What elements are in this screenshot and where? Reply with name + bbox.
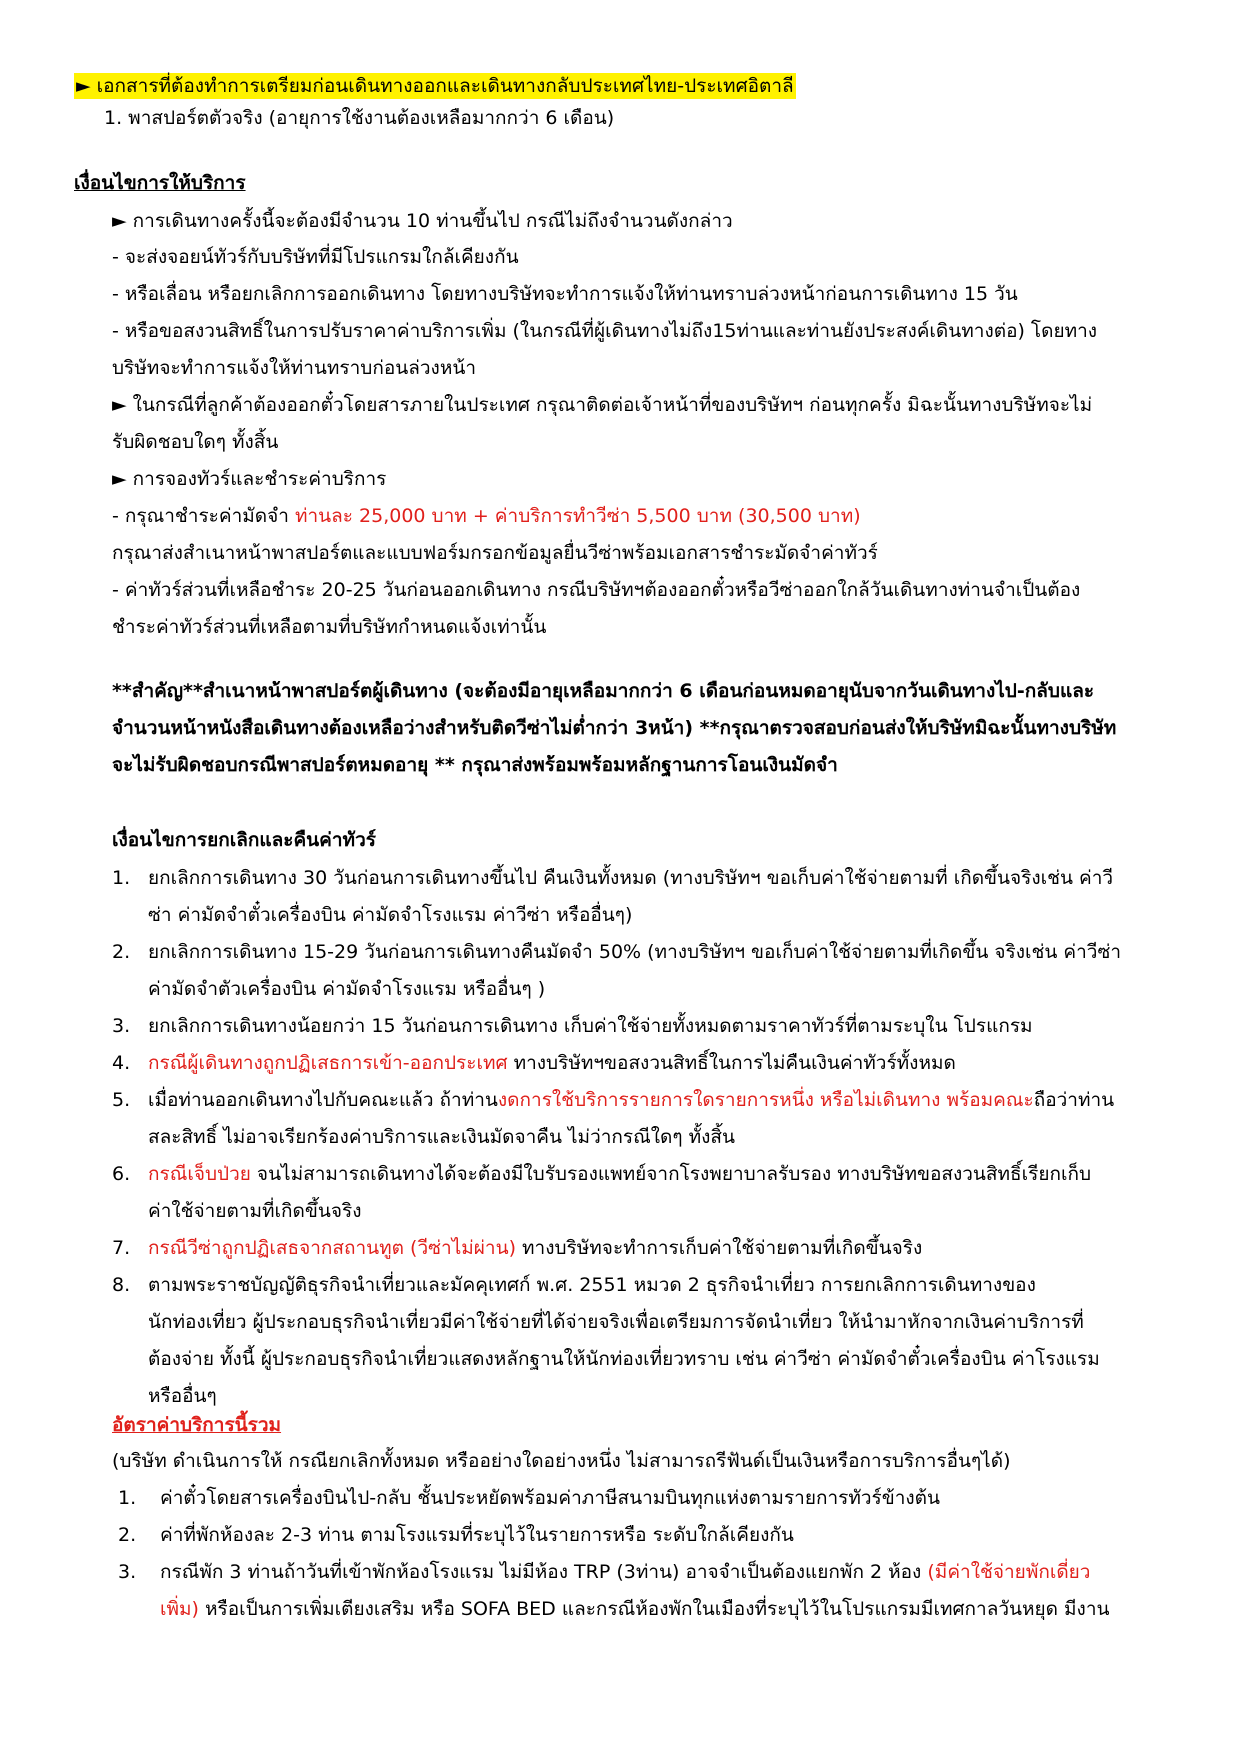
highlighted-text: (มีค่าใช้จ่ายพักเดี่ยว	[927, 1561, 1091, 1583]
highlighted-text: เพิ่ม)	[160, 1598, 199, 1620]
service-line: - ค่าทัวร์ส่วนที่เหลือชำระ 20-25 วันก่อนออกเดินทาง กรณีบริษัทฯต้องออกตั๋วหรือวีซ่าออกใกล้วันเดินทางท่านจำเป็นต้อง	[112, 579, 1081, 601]
list-number: 3.	[112, 1015, 131, 1037]
service-heading: เงื่อนไขการให้บริการ	[74, 172, 246, 194]
list-item-line	[148, 1123, 735, 1151]
item-text: ทางบริษัทฯขอสงวนสิทธิ์ในการไม่คืนเงินค่าทัวร์ทั้งหมด	[507, 1052, 956, 1074]
item-text: ยกเลิกการเดินทาง 15-29 วันก่อนการเดินทางคืนมัดจำ 50% (ทางบริษัทฯ ขอเก็บค่าใช้จ่ายตามที่เกิดขึ้น จริงเช่น ค่าวีซ่า	[148, 941, 1122, 963]
list-item-line	[148, 1160, 1091, 1188]
service-line: - หรือเลื่อน หรือยกเลิกการออกเดินทาง โดยทางบริษัทจะทำการแจ้งให้ท่านทราบล่วงหน้าก่อนการเดินทาง 15 วัน	[112, 283, 1018, 305]
list-item-line	[148, 1197, 361, 1225]
list-number: 3.	[118, 1561, 137, 1583]
included-heading: อัตราค่าบริการนี้รวม	[112, 1414, 282, 1436]
list-item-line	[160, 1521, 794, 1549]
docs-item-1: 1. พาสปอร์ตตัวจริง (อายุการใช้งานต้องเหลือมากกว่า 6 เดือน)	[104, 107, 615, 129]
item-text: หรือเป็นการเพิ่มเตียงเสริม หรือ SOFA BED และกรณีห้องพักในเมืองที่ระบุไว้ในโปรแกรมมีเทศกาลวันหยุด มีงาน	[198, 1598, 1110, 1620]
list-item-line	[148, 1271, 1036, 1299]
docs-title-line	[74, 72, 796, 100]
item-text: สละสิทธิ์ ไม่อาจเรียกร้องค่าบริการและเงินมัดจาคืน ไม่ว่ากรณีใดๆ ทั้งสิ้น	[148, 1126, 736, 1148]
docs-title: ► เอกสารที่ต้องทำการเตรียมก่อนเดินทางออกและเดินทางกลับประเทศไทย-ประเทศอิตาลี	[76, 75, 794, 97]
highlighted-text: งดการใช้บริการรายการใดรายการหนึ่ง หรือไม่เดินทาง พร้อมคณะ	[497, 1089, 1034, 1111]
list-item-line	[160, 1595, 1110, 1623]
list-number: 4.	[112, 1052, 131, 1074]
service-line: ► ในกรณีที่ลูกค้าต้องออกตั๋วโดยสารภายในประเทศ กรุณาติดต่อเจ้าหน้าที่ของบริษัทฯ ก่อนทุกครั้ง มิฉะนั้นทางบริษัทจะไม่	[112, 394, 1093, 416]
item-text: กรณีพัก 3 ท่านถ้าวันที่เข้าพักห้องโรงแรม ไม่มีห้อง TRP (3ท่าน) อาจจำเป็นต้องแยกพัก 2 ห้อง	[160, 1561, 928, 1583]
deposit-prefix: - กรุณาชำระค่ามัดจำ	[112, 505, 295, 527]
service-line: ชำระค่าทัวร์ส่วนที่เหลือตามที่บริษัทกำหนดแจ้งเท่านั้น	[112, 616, 547, 638]
list-number: 2.	[118, 1524, 137, 1546]
service-line: - จะส่งจอยน์ทัวร์กับบริษัทที่มีโปรแกรมใกล้เคียงกัน	[112, 246, 519, 268]
included-note: (บริษัท ดำเนินการให้ กรณียกเลิกทั้งหมด หรืออย่างใดอย่างหนึ่ง ไม่สามารถรีฟันด์เป็นเงินหรือการบริการอื่นๆได้)	[112, 1450, 1011, 1472]
cancel-heading: เงื่อนไขการยกเลิกและคืนค่าทัวร์	[112, 829, 376, 851]
highlighted-text: กรณีวีซ่าถูกปฏิเสธจากสถานทูต (วีซ่าไม่ผ่าน)	[148, 1237, 516, 1259]
item-text: ถือว่าท่าน	[1033, 1089, 1115, 1111]
item-text: ต้องจ่าย ทั้งนี้ ผู้ประกอบธุรกิจนำเที่ยวแสดงหลักฐานให้นักท่องเที่ยวทราบ เช่น ค่าวีซ่า ค่ามัดจำตั๋วเครื่องบิน ค่าโรงแรม	[148, 1348, 1100, 1370]
item-text: จนไม่สามารถเดินทางได้จะต้องมีใบรับรองแพทย์จากโรงพยาบาลรับรอง ทางบริษัทขอสงวนสิทธิ์เรียกเก็บ	[250, 1163, 1092, 1185]
list-item-line	[160, 1558, 1090, 1586]
list-number: 1.	[112, 867, 131, 889]
important-line: จะไม่รับผิดชอบกรณีพาสปอร์ตหมดอายุ ** กรุณาส่งพร้อมพร้อมหลักฐานการโอนเงินมัดจำ	[112, 754, 838, 776]
list-number: 5.	[112, 1089, 131, 1111]
important-line: จำนวนหน้าหนังสือเดินทางต้องเหลือว่างสำหรับติดวีซ่าไม่ต่ำกว่า 3หน้า) **กรุณาตรวจสอบก่อนส่งให้บริษัทมิฉะนั้นทางบริษัท	[112, 717, 1117, 739]
list-item-line	[148, 1012, 1033, 1040]
service-line: ► การจองทัวร์และชำระค่าบริการ	[112, 468, 387, 490]
item-text: ค่าที่พักห้องละ 2-3 ท่าน ตามโรงแรมที่ระบุไว้ในรายการหรือ ระดับใกล้เคียงกัน	[160, 1524, 794, 1546]
important-line: **สำคัญ**สำเนาหน้าพาสปอร์ตผู้เดินทาง (จะต้องมีอายุเหลือมากกว่า 6 เดือนก่อนหมดอายุนับจากวันเดินทางไป-กลับและ	[112, 680, 1095, 702]
list-number: 1.	[118, 1487, 137, 1509]
service-line: รับผิดชอบใดๆ ทั้งสิ้น	[112, 431, 279, 453]
item-text: ค่าใช้จ่ายตามที่เกิดขึ้นจริง	[148, 1200, 362, 1222]
item-text: หรืออื่นๆ	[148, 1385, 217, 1407]
list-number: 6.	[112, 1163, 131, 1185]
highlighted-text: กรณีเจ็บป่วย	[148, 1163, 251, 1185]
list-number: 2.	[112, 941, 131, 963]
item-text: ทางบริษัทจะทำการเก็บค่าใช้จ่ายตามที่เกิดขึ้นจริง	[515, 1237, 923, 1259]
list-item-line	[148, 1382, 217, 1410]
list-item-line	[148, 864, 1113, 892]
service-line: บริษัทจะทำการแจ้งให้ท่านทราบก่อนล่วงหน้า	[112, 357, 476, 379]
item-text: ค่าตั๋วโดยสารเครื่องบินไป-กลับ ชั้นประหยัดพร้อมค่าภาษีสนามบินทุกแห่งตามรายการทัวร์ข้างต้น	[160, 1487, 940, 1509]
item-text: นักท่องเที่ยว ผู้ประกอบธุรกิจนำเที่ยวมีค่าใช้จ่ายที่ได้จ่ายจริงเพื่อเตรียมการจัดนำเที่ยว ให้นำมาหักจากเงินค่าบริการที่	[148, 1311, 1084, 1333]
list-item-line	[160, 1484, 940, 1512]
list-item-line	[148, 1234, 922, 1262]
list-item-line	[148, 1049, 956, 1077]
list-number: 7.	[112, 1237, 131, 1259]
highlighted-text: กรณีผู้เดินทางถูกปฏิเสธการเข้า-ออกประเทศ	[148, 1052, 508, 1074]
list-item-line	[148, 1086, 1114, 1114]
service-line: ► การเดินทางครั้งนี้จะต้องมีจำนวน 10 ท่านขึ้นไป กรณีไม่ถึงจำนวนดังกล่าว	[112, 210, 733, 232]
deposit-line	[112, 502, 861, 530]
item-text: ยกเลิกการเดินทางน้อยกว่า 15 วันก่อนการเดินทาง เก็บค่าใช้จ่ายทั้งหมดตามราคาทัวร์ที่ตามระบุใน โปรแกรม	[148, 1015, 1033, 1037]
list-item-line	[148, 938, 1121, 966]
item-text: ยกเลิกการเดินทาง 30 วันก่อนการเดินทางขึ้นไป คืนเงินทั้งหมด (ทางบริษัทฯ ขอเก็บค่าใช้จ่ายตามที่ เกิดขึ้นจริงเช่น ค่าวี	[148, 867, 1114, 889]
list-item-line	[148, 975, 545, 1003]
list-item-line	[148, 1345, 1100, 1373]
deposit-amount: ท่านละ 25,000 บาท + ค่าบริการทำวีซ่า 5,500 บาท (30,500 บาท)	[294, 505, 861, 527]
item-text: ค่ามัดจำตัวเครื่องบิน ค่ามัดจำโรงแรม หรืออื่นๆ )	[148, 978, 546, 1000]
service-line: - หรือขอสงวนสิทธิ์ในการปรับราคาค่าบริการเพิ่ม (ในกรณีที่ผู้เดินทางไม่ถึง15ท่านและท่านยังประสงค์เดินทางต่อ) โดยทาง	[112, 320, 1098, 342]
list-item-line	[148, 1308, 1084, 1336]
item-text: เมื่อท่านออกเดินทางไปกับคณะแล้ว ถ้าท่าน	[148, 1089, 498, 1111]
list-number: 8.	[112, 1274, 131, 1296]
item-text: ซ่า ค่ามัดจำตั๋วเครื่องบิน ค่ามัดจำโรงแรม ค่าวีซ่า หรืออื่นๆ)	[148, 904, 633, 926]
service-line: กรุณาส่งสำเนาหน้าพาสปอร์ตและแบบฟอร์มกรอกข้อมูลยื่นวีซ่าพร้อมเอกสารชำระมัดจำค่าทัวร์	[112, 542, 878, 564]
item-text: ตามพระราชบัญญัติธุรกิจนำเที่ยวและมัคคุเทศก์ พ.ศ. 2551 หมวด 2 ธุรกิจนำเที่ยว การยกเลิกการเดินทางของ	[148, 1274, 1036, 1296]
list-item-line	[148, 901, 632, 929]
